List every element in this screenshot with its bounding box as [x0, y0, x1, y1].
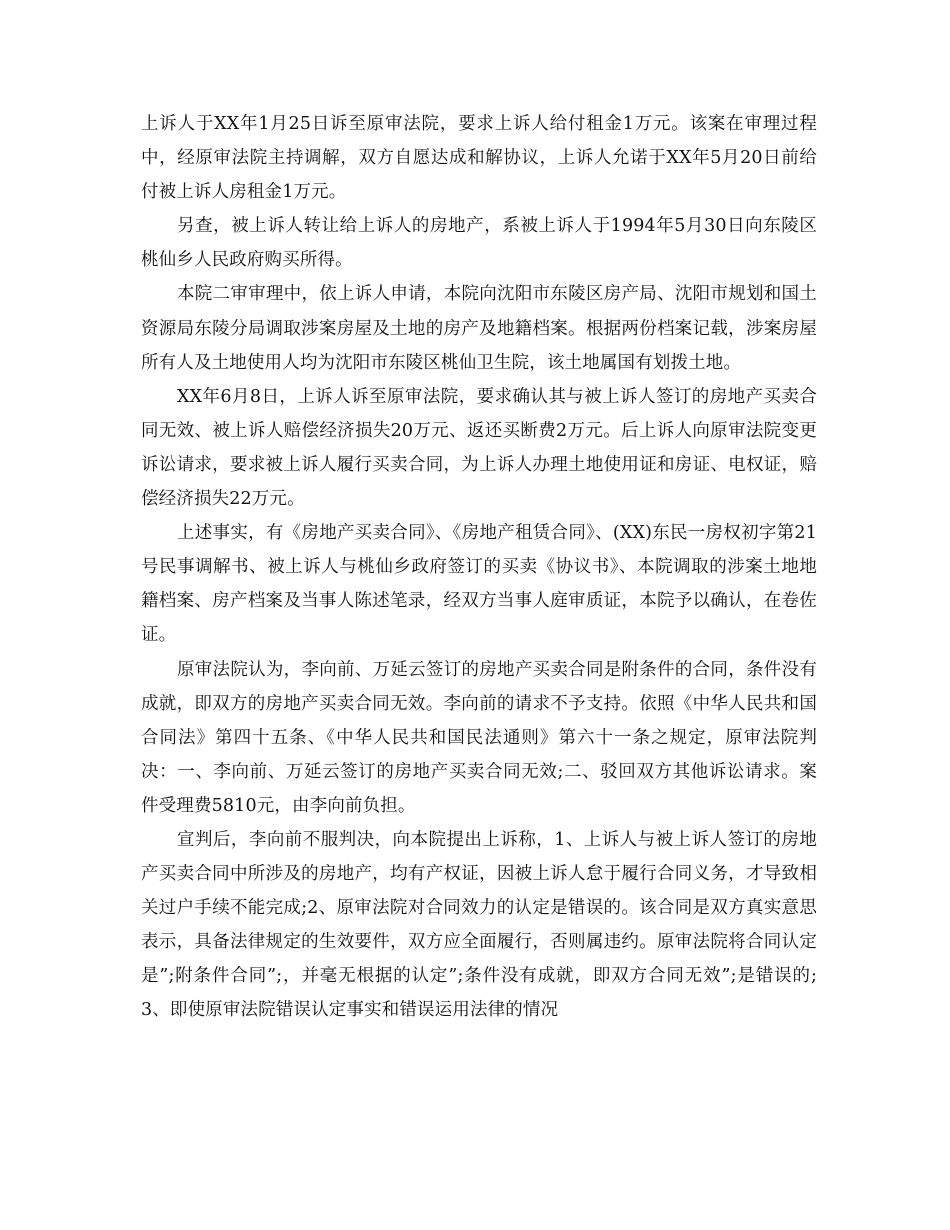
paragraph-2: 另查，被上诉人转让给上诉人的房地产，系被上诉人于1994年5月30日向东陵区桃仙乡人民政府购买所得。 — [141, 216, 817, 271]
paragraph-6: 原审法院认为，李向前、万延云签订的房地产买卖合同是附条件的合同，条件没有成就，即双方的房地产买卖合同无效。李向前的请求不予支持。依照《中华人民共和国合同法》第四十五条、《中华人民共和国民法通则》第六十一条之规定，原审法院判决：一、李向前、万延云签订的房地产买卖合同无效;二、驳回双方其他诉讼请求。案件受理费5810元，由李向前负担。 — [141, 659, 817, 816]
paragraph-3: 本院二审审理中，依上诉人申请，本院向沈阳市东陵区房产局、沈阳市规划和国土资源局东陵分局调取涉案房屋及土地的房产及地籍档案。根据两份档案记载，涉案房屋所有人及土地使用人均为沈阳市东陵区桃仙卫生院，该土地属国有划拨土地。 — [141, 284, 817, 373]
paragraph-4: XX年6月8日，上诉人诉至原审法院，要求确认其与被上诉人签订的房地产买卖合同无效、被上诉人赔偿经济损失20万元、返还买断费2万元。后上诉人向原审法院变更诉讼请求，要求被上诉人履行买卖合同，为上诉人办理土地使用证和房证、电权证，赔偿经济损失22万元。 — [141, 386, 817, 510]
paragraph-5: 上述事实，有《房地产买卖合同》、《房地产租赁合同》、(XX)东民一房权初字第21号民事调解书、被上诉人与桃仙乡政府签订的买卖《协议书》、本院调取的涉案土地地籍档案、房产档案及当事人陈述笔录，经双方当事人庭审质证，本院予以确认，在卷佐证。 — [141, 523, 817, 646]
document-body — [141, 107, 817, 1028]
paragraph-7: 宣判后，李向前不服判决，向本院提出上诉称，1、上诉人与被上诉人签订的房地产买卖合同中所涉及的房地产，均有产权证，因被上诉人怠于履行合同义务，才导致相关过户手续不能完成;2、原审法院对合同效力的认定是错误的。该合同是双方真实意思表示，具备法律规定的生效要件，双方应全面履行，否则属违约。原审法院将合同认定是”;附条件合同”;，并毫无根据的认定”;条件没有成就，即双方合同无效”;是错误的;3、即使原审法院错误认定事实和错误运用法律的情况 — [141, 829, 817, 1021]
paragraph-1: 上诉人于XX年1月25日诉至原审法院，要求上诉人给付租金1万元。该案在审理过程中，经原审法院主持调解，双方自愿达成和解协议，上诉人允诺于XX年5月20日前给付被上诉人房租金1万元。 — [141, 114, 817, 203]
